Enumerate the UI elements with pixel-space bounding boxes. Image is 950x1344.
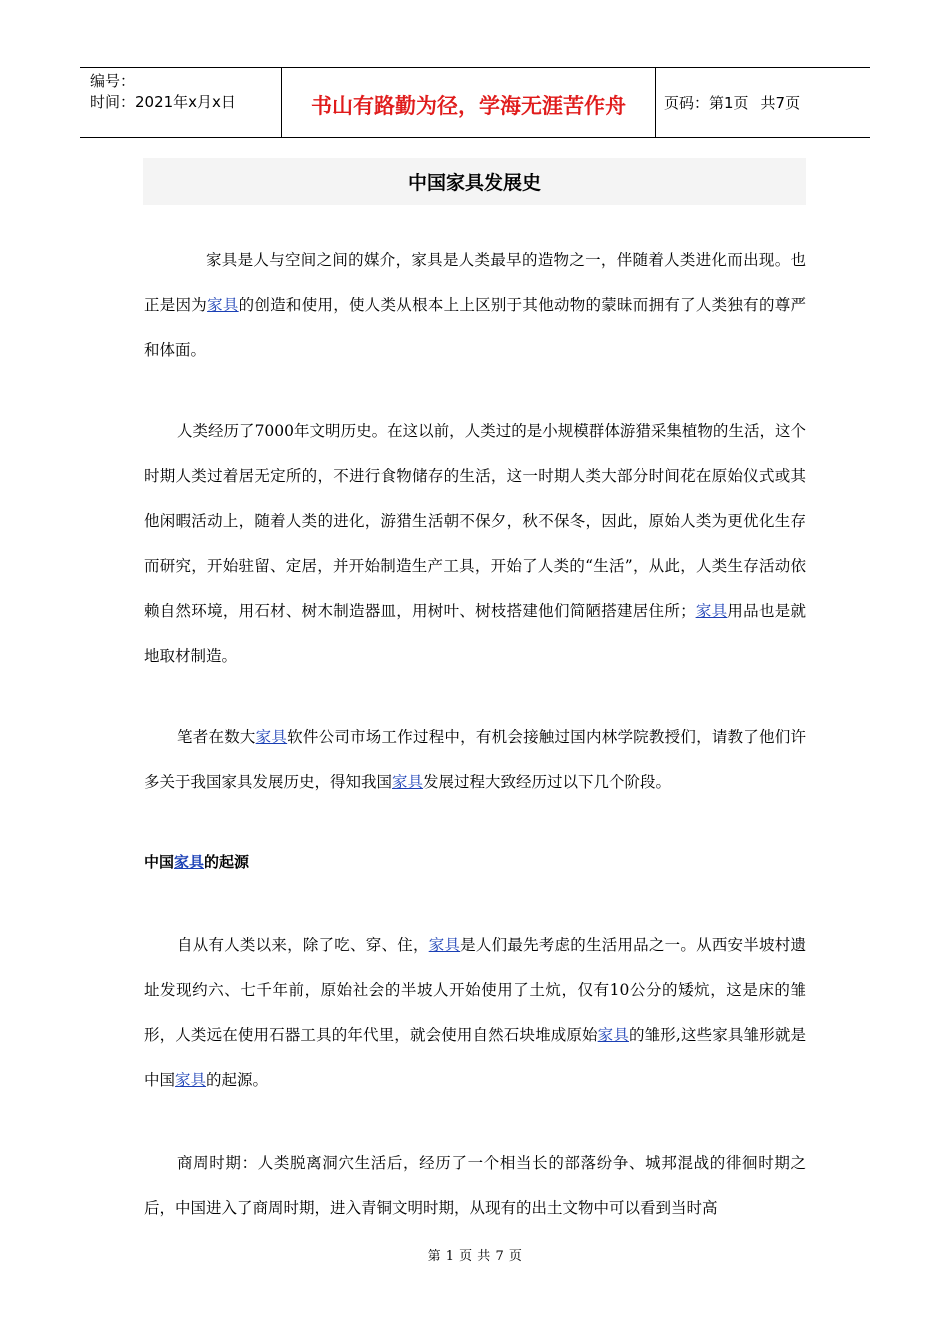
furniture-link[interactable]: 家具 [207,296,239,314]
page-footer: 第 1 页 共 7 页 [427,1249,523,1264]
furniture-link[interactable]: 家具 [428,936,461,954]
furniture-link[interactable]: 家具 [392,773,424,791]
paragraph-2: 人类经历了7000年文明历史。在这以前，人类过的是小规模群体游猎采集植物的生活，这个时期人类过着居无定所的，不进行食物储存的生活，这一时期人类大部分时间花在原始仪式或其他闲暇活动上，随着人类的进化，游猎生活朝不保夕，秋不保冬，因此，原始人类为更优化生存而研究，开始驻留、定居，并开始制造生产工具，开始了人类的“生活”，从此，人类生存活动依赖自然环境，用石材、树木制造器皿，用树叶、树枝搭建他们简陋搭建居住所；家具用品也是就地取材制造。 [144,422,806,665]
page-total: 共7页 [760,94,801,112]
page-code: 页码：第1页 [664,94,749,112]
header-info-cell [80,68,282,137]
furniture-link[interactable]: 家具 [597,1026,629,1044]
header-page-code [656,68,870,137]
time-label: 时间：2021年x月x日 [90,93,236,111]
paragraph-5: 商周时期：人类脱离洞穴生活后，经历了一个相当长的部落纷争、城邦混战的徘徊时期之后，中国进入了商周时期，进入青铜文明时期，从现有的出土文物中可以看到当时高 [144,1154,806,1217]
document-header [80,67,870,138]
furniture-link[interactable]: 家具 [255,728,288,746]
furniture-link[interactable]: 家具 [175,1071,207,1089]
paragraph-4: 自从有人类以来，除了吃、穿、住，家具是人们最先考虑的生活用品之一。从西安半坡村遗址发现约六、七千年前，原始社会的半坡人开始使用了土炕，仅有10公分的矮炕，这是床的雏形，人类远在使用石器工具的年代里，就会使用自然石块堆成原始家具的雏形,这些家具雏形就是中国家具的起源。 [144,936,806,1089]
furniture-link[interactable]: 家具 [174,853,205,871]
furniture-link[interactable]: 家具 [695,602,728,620]
header-motto: 书山有路勤为径，学海无涯苦作舟 [282,68,656,137]
serial-label: 编号： [90,72,136,90]
section-heading: 中国家具的起源 [144,853,250,871]
paragraph-1: 家具是人与空间之间的媒介，家具是人类最早的造物之一，伴随着人类进化而出现。也正是因为家具的创造和使用，使人类从根本上上区别于其他动物的蒙昧而拥有了人类独有的尊严和体面。 [144,251,806,359]
paragraph-3: 笔者在数大家具软件公司市场工作过程中，有机会接触过国内林学院教授们，请教了他们许多关于我国家具发展历史，得知我国家具发展过程大致经历过以下几个阶段。 [144,728,806,791]
document-title: 中国家具发展史 [143,158,806,205]
